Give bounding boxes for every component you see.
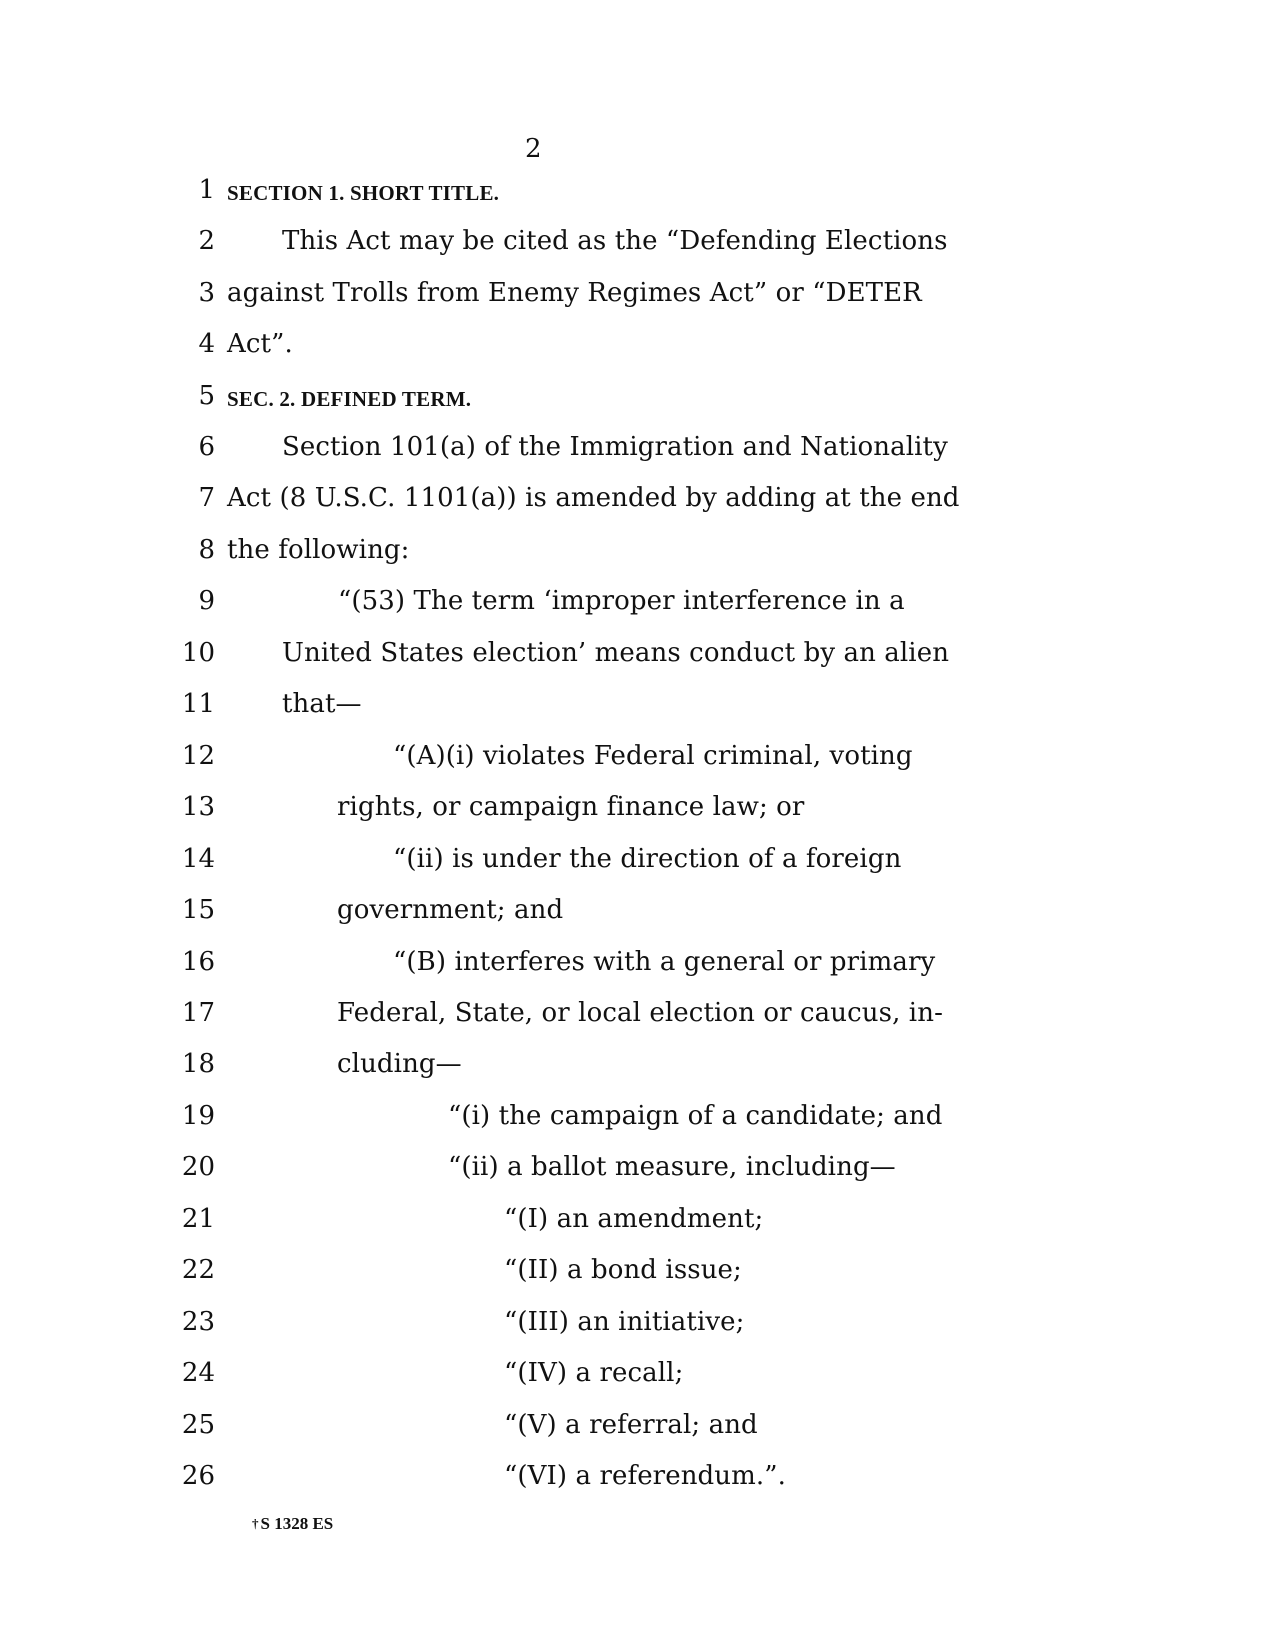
line-text: “(IV) a recall; — [504, 1358, 684, 1388]
line-text: rights, or campaign finance law; or — [337, 792, 805, 822]
line-text: “(II) a bond issue; — [504, 1255, 742, 1285]
line-number: 18 — [181, 1049, 215, 1079]
line-number: 14 — [181, 844, 215, 874]
line-12 — [0, 739, 1275, 791]
line-text: “(53) The term ‘improper interference in a — [338, 586, 905, 616]
line-24 — [0, 1356, 1275, 1408]
line-5 — [0, 379, 1275, 431]
line-number: 22 — [181, 1255, 215, 1285]
line-15 — [0, 893, 1275, 945]
line-number: 17 — [181, 998, 215, 1028]
line-20 — [0, 1150, 1275, 1202]
line-number: 13 — [181, 792, 215, 822]
bill-identifier: S 1328 ES — [260, 1514, 334, 1533]
line-text: “(A)(i) violates Federal criminal, voting — [393, 741, 913, 771]
line-number: 21 — [181, 1204, 215, 1234]
line-number: 19 — [181, 1101, 215, 1131]
line-text: Act (8 U.S.C. 1101(a)) is amended by adding at the end — [227, 483, 960, 513]
line-10 — [0, 636, 1275, 688]
line-9 — [0, 584, 1275, 636]
line-text: Act”. — [227, 329, 293, 359]
line-13 — [0, 790, 1275, 842]
line-4 — [0, 327, 1275, 379]
line-26 — [0, 1459, 1275, 1511]
line-16 — [0, 945, 1275, 997]
line-text: that— — [282, 689, 362, 719]
line-6 — [0, 430, 1275, 482]
line-text: “(I) an amendment; — [504, 1204, 764, 1234]
line-23 — [0, 1305, 1275, 1357]
line-text: “(B) interferes with a general or primary — [393, 947, 936, 977]
line-2 — [0, 224, 1275, 276]
line-text: “(VI) a referendum.”. — [504, 1461, 787, 1491]
line-text: This Act may be cited as the “Defending Elections — [282, 226, 948, 256]
line-text: Section 101(a) of the Immigration and Nationality — [282, 432, 948, 462]
line-18 — [0, 1047, 1275, 1099]
dagger-mark: † — [252, 1516, 259, 1531]
line-text: against Trolls from Enemy Regimes Act” or “DETER — [227, 278, 922, 308]
line-number: 12 — [181, 741, 215, 771]
line-number: 10 — [181, 638, 215, 668]
line-number: 11 — [181, 689, 215, 719]
line-21 — [0, 1202, 1275, 1254]
line-7 — [0, 481, 1275, 533]
line-text: government; and — [337, 895, 564, 925]
page-number: 2 — [525, 134, 542, 164]
line-8 — [0, 533, 1275, 585]
line-text: “(V) a referral; and — [504, 1410, 758, 1440]
line-22 — [0, 1253, 1275, 1305]
line-14 — [0, 842, 1275, 894]
bill-footer — [252, 1514, 333, 1534]
line-25 — [0, 1408, 1275, 1460]
line-number: 9 — [198, 586, 215, 616]
line-number: 15 — [181, 895, 215, 925]
section-heading: SEC. 2. DEFINED TERM. — [227, 387, 472, 411]
line-number: 25 — [181, 1410, 215, 1440]
line-19 — [0, 1099, 1275, 1151]
line-11 — [0, 687, 1275, 739]
line-number: 7 — [198, 483, 215, 513]
line-text: “(i) the campaign of a candidate; and — [448, 1101, 943, 1131]
line-text: “(ii) a ballot measure, including— — [448, 1152, 896, 1182]
line-text: “(ii) is under the direction of a foreign — [393, 844, 902, 874]
line-1 — [0, 173, 1275, 225]
line-number: 4 — [198, 329, 215, 359]
line-number: 3 — [198, 278, 215, 308]
line-text: cluding— — [337, 1049, 462, 1079]
line-text: United States election’ means conduct by an alien — [282, 638, 950, 668]
line-text: Federal, State, or local election or caucus, in- — [337, 998, 943, 1028]
line-17 — [0, 996, 1275, 1048]
line-number: 16 — [181, 947, 215, 977]
line-number: 2 — [198, 226, 215, 256]
line-number: 23 — [181, 1307, 215, 1337]
line-3 — [0, 276, 1275, 328]
line-text: the following: — [227, 535, 410, 565]
line-number: 8 — [198, 535, 215, 565]
line-number: 20 — [181, 1152, 215, 1182]
line-number: 26 — [181, 1461, 215, 1491]
line-text: “(III) an initiative; — [504, 1307, 745, 1337]
line-number: 5 — [198, 381, 215, 411]
section-heading: SECTION 1. SHORT TITLE. — [227, 181, 500, 205]
line-number: 6 — [198, 432, 215, 462]
line-number: 1 — [198, 175, 215, 205]
line-number: 24 — [181, 1358, 215, 1388]
